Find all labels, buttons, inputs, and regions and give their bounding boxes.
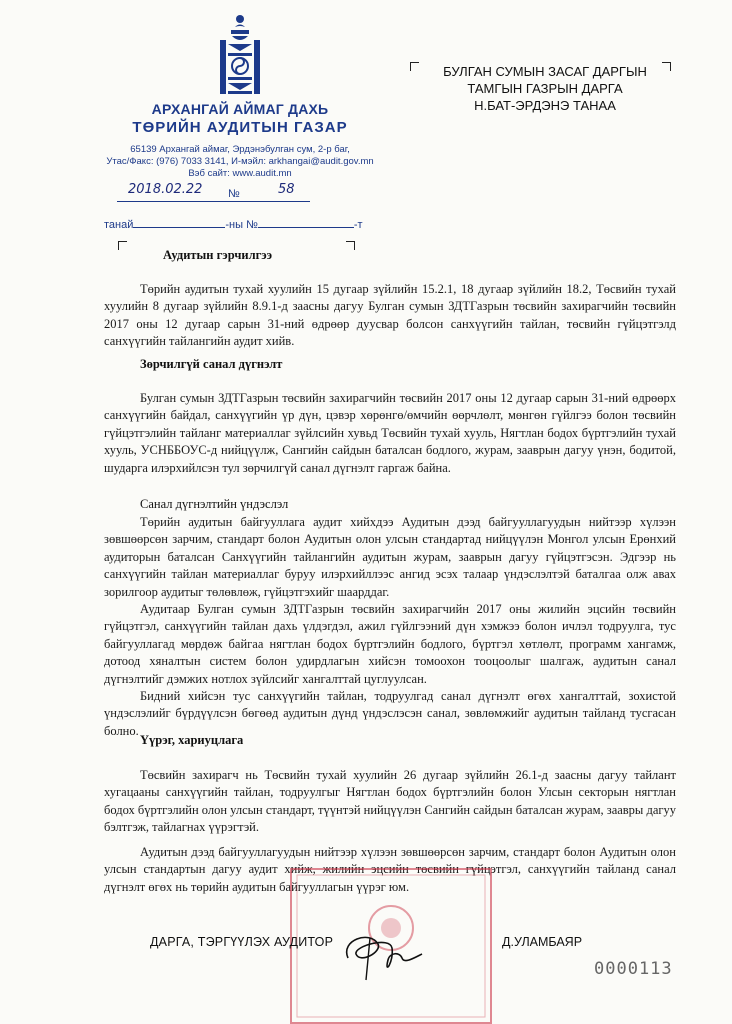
letter-date: 2018.02.22: [128, 182, 203, 197]
subject-bracket-right: [346, 241, 355, 250]
basis-text-1: Төрийн аудитын байгууллага аудит хийхдээ Аудитын дээд байгууллагуудын нийтээр хүлээн зөвшөөрсөн зарчим, стандарт болон Аудитын олон улсын стандартад нийцүүлэн Монгол улсын Ерөнхий аудиторын баталсан Санхүүгийн тайлангийн аудитын журам, зааврын дагуу гүйцэтгэсэн. Эдгээр нь санхүүгийн тайлан материаллаг буруу илэрхийллээс ангид эсэх талаар үндэслэлтэй баталгаа олж авах зорилгоор аудитыг төлөвлөж, гүйцэтгэхийг шаарддаг.: [104, 515, 676, 599]
letter-number: 58: [278, 182, 295, 197]
record-underline: [117, 201, 310, 202]
basis-text-3: Бидний хийсэн тус санхүүгийн тайлан, тодруулгад санал дүгнэлт өгөх хангалттай, зохистой үндэслэлийг бүрдүүлсэн бөгөөд аудитын дүнд үндэслэсэн санал, зөвлөмжийг аудитын тайланд тусгасан болно.: [104, 689, 676, 738]
addressee-line3: Н.БАТ-ЭРДЭНЭ ТАНАА: [474, 98, 616, 113]
org-name-line2: ТӨРИЙН АУДИТЫН ГАЗАР: [132, 119, 348, 136]
basis-subheading: Санал дүгнэлтийн үндэслэл: [140, 497, 289, 511]
tanai-blank: [133, 216, 225, 228]
responsibility-text-2: Аудитын дээд байгууллагуудын нийтээр хүлээн зөвшөөрсөн зарчим, стандарт болон Аудитын олон улсын стандартын дагуу аудит хийж, жилийн эцсийн төсвийн гүйцэтгэл, санхүүгийн тайланд санал дүгнэлт өгөх нь төрийн аудитын байгууллагын үүрэг юм.: [104, 845, 676, 894]
intro-text: Төрийн аудитын тухай хуулийн 15 дугаар зүйлийн 15.2.1, 18 дугаар зүйлийн 18.2, Төсвийн тухай хуулийн 8 дугаар зүйлийн 8.9.1-д заасны дагуу Булган сумын ЗДТГазрын төсвийн захирагчийн төсвийн 2017 оны 12 дугаар сарын 31-ний өдрөөр дуусвар болсон санхүүгийн тайлан, төсвийн гүйцэтгэлд санхүүгийн тайлангийн аудит хийв.: [104, 282, 676, 349]
reference-line: [104, 216, 363, 231]
responsibility-heading: Үүрэг, хариуцлага: [140, 733, 244, 747]
intro-paragraph: [104, 281, 676, 351]
handwritten-signature: [330, 918, 430, 988]
responsibility-text-1: Төсвийн захирагч нь Төсвийн тухай хуулийн 26 дугаар зүйлийн 26.1-д заасны дагуу тайлант хугацааны санхүүгийн тайлан, тодруулгыг Нягтлан бодох бүртгэлийн болон Улсын секторын нягтлан бодох бүртгэлийн олон улсын стандарт, түүнтэй нийцүүлэн Сангийн сайдын баталсан журам, заавры дагуу бэлтгэж, тайлагнах үүрэгтэй.: [104, 768, 676, 835]
opinion-heading: Зөрчилгүй санал дүгнэлт: [140, 357, 283, 371]
responsibility-paragraph-1: [104, 767, 676, 837]
org-phone-email: Утас/Факс: (976) 7033 3141, И-мэйл: arkhangai@audit.gov.mn: [106, 156, 374, 167]
org-website: Вэб сайт: www.audit.mn: [188, 168, 292, 179]
reference-blank: [258, 216, 354, 228]
subject-bracket-left: [118, 241, 127, 250]
soyombo-emblem-icon: [218, 14, 262, 96]
nii-label: -ны №: [225, 219, 258, 231]
opinion-paragraph: [104, 390, 676, 477]
addressee-block: [420, 63, 670, 114]
t-label: -т: [353, 219, 363, 231]
tanai-label: танай: [104, 219, 134, 231]
signatory-name: Д.УЛАМБАЯР: [502, 935, 583, 949]
org-address: 65139 Архангай аймаг, Эрдэнэбулган сум, 2-р баг,: [130, 144, 350, 155]
addressee-line2: ТАМГЫН ГАЗРЫН ДАРГА: [467, 81, 623, 96]
basis-text-2: Аудитаар Булган сумын ЗДТГазрын төсвийн захирагчийн 2017 оны жилийн эцсийн төсвийн гүйцэтгэл, санхүүгийн тайлан дахь үлдэгдэл, ажил гүйлгээний дүн хэмжээ болон ичлэл тодруулга, тус байгууллагад мөрдөж байгаа нягтлан бодох бүртгэлийн бодлого, бүртгэл хөтлөлт, программ хангамж, дотоод хяналтын систем болон удирдлагын хийсэн томоохон тооцоолыг шалгаж, аудитын санал дүгнэлтийг дэмжих нотлох зүйлсийг хангалттай цуглуулсан.: [104, 602, 676, 686]
basis-paragraphs: [104, 514, 676, 740]
addressee-line1: БУЛГАН СУМЫН ЗАСАГ ДАРГЫН: [443, 64, 647, 79]
letter-number-label: №: [228, 188, 240, 200]
document-serial-number: 0000113: [594, 959, 673, 979]
document-subject: Аудитын гэрчилгээ: [163, 248, 273, 262]
signatory-title: ДАРГА, ТЭРГҮҮЛЭХ АУДИТОР: [150, 935, 334, 949]
org-name-line1: АРХАНГАЙ АЙМАГ ДАХЬ: [151, 101, 329, 117]
addressee-bracket-left: [410, 62, 419, 71]
opinion-text: Булган сумын ЗДТГазрын төсвийн захирагчийн төсвийн 2017 оны 12 дугаар сарын 31-ний өдрөөрх санхүүгийн байдал, санхүүгийн үр дүн, цэвэр хөрөнгө/өмчийн өөрчлөлт, мөнгөн гүйлгээ болон төсвийн гүйцэтгэлийн тайланг материаллаг зүйлсийн хувьд Төсвийн тухай хууль, Нягтлан бодох бүртгэлийн тухай хууль, УСНББОУС-д нийцүүлж, Сангийн сайдын баталсан бодлого, журам, зааврын дагуу үнэн, бодитой, шударга илэрхийлсэн тул зөрчилгүй санал дүгнэлт гаргаж байна.: [104, 391, 676, 475]
